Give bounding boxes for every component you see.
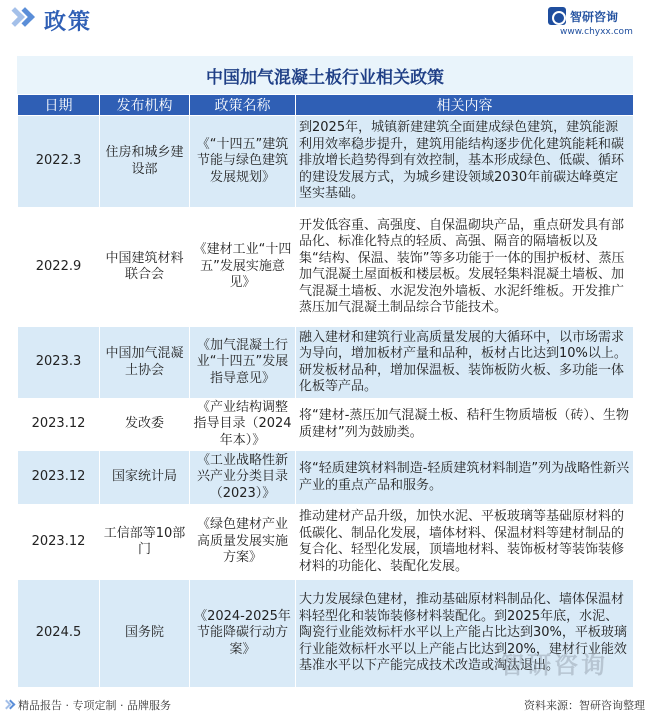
table-row	[18, 451, 634, 505]
cell-content: 将“建材-蒸压加气混凝土板、秸秆生物质墙板（砖）、生物质建材”列为鼓励类。	[296, 399, 634, 451]
cell-date: 2022.9	[18, 208, 100, 327]
cell-org: 工信部等10部门	[100, 505, 190, 580]
cell-date: 2023.12	[18, 451, 100, 505]
cell-date: 2024.5	[18, 580, 100, 688]
column-header-name: 政策名称	[190, 95, 296, 116]
cell-content: 大力发展绿色建材，推动基础原材料制品化、墙体保温材料轻型化和装饰装修材料装配化。到2025年底，水泥、陶瓷行业能效标杆水平以上产能占比达到30%，平板玻璃行业能效标杆水平以上产能占比达到20%，建材行业能效基准水平以下产能完成技术改造或淘汰退出。	[296, 580, 634, 688]
page-footer	[0, 695, 651, 715]
cell-policy-name: 《产业结构调整指导目录（2024年本）》	[190, 399, 296, 451]
cell-policy-name: 《加气混凝土行业“十四五”发展指导意见》	[190, 327, 296, 399]
brand-url: www.chyxx.com	[560, 27, 633, 37]
cell-date: 2022.3	[18, 116, 100, 208]
footer-source: 资料来源：智研咨询整理	[524, 699, 645, 712]
card-title: 中国加气混凝土板行业相关政策	[206, 67, 444, 88]
table-row	[18, 116, 634, 208]
policy-card	[17, 56, 633, 687]
cell-policy-name: 《建材工业“十四五”发展实施意见》	[190, 208, 296, 327]
brand-logo-icon	[548, 7, 566, 25]
cell-org: 中国加气混凝土协会	[100, 327, 190, 399]
column-header-content: 相关内容	[296, 95, 634, 116]
cell-content: 将“轻质建筑材料制造-轻质建筑材料制造”列为战略性新兴产业的重点产品和服务。	[296, 451, 634, 505]
cell-content: 推动建材产品升级，加快水泥、平板玻璃等基础原材料的低碳化、制品化发展，墙体材料、保温材料等建材制品的复合化、轻型化发展，顶墙地材料、装饰板材等装饰装修材料的功能化、装配化发展。	[296, 505, 634, 580]
footer-tagline: 精品报告 · 专项定制 · 品牌服务	[18, 699, 171, 712]
cell-content: 开发低容重、高强度、自保温砌块产品，重点研发具有部品化、标准化特点的轻质、高强、隔音的隔墙板以及集“结构、保温、装饰”等多功能于一体的围护板材、蒸压加气混凝土屋面板和楼层板。发展轻集料混凝土墙板、加气混凝土墙板、水泥发泡外墙板、水泥纤维板。开发推广蒸压加气混凝土制品综合节能技术。	[296, 208, 634, 327]
table-row	[18, 327, 634, 399]
cell-policy-name: 《“十四五”建筑节能与绿色建筑发展规划》	[190, 116, 296, 208]
cell-content: 融入建材和建筑行业高质量发展的大循环中，以市场需求为导向，增加板材产量和品种，板材占比达到10%以上。研发板材品种，增加保温板、装饰板防火板、多功能一体化板等产品。	[296, 327, 634, 399]
double-chevron-icon	[3, 699, 15, 711]
cell-org: 国家统计局	[100, 451, 190, 505]
cell-policy-name: 《2024-2025年节能降碳行动方案》	[190, 580, 296, 688]
page-title: 政策	[44, 10, 93, 35]
watermark-text: 智研咨询	[500, 651, 608, 679]
policy-table	[17, 94, 634, 688]
table-header-row	[18, 95, 634, 116]
cell-policy-name: 《绿色建材产业高质量发展实施方案》	[190, 505, 296, 580]
brand-logo-text: 智研咨询	[570, 9, 619, 24]
column-header-date: 日期	[18, 95, 100, 116]
cell-org: 住房和城乡建设部	[100, 116, 190, 208]
cell-org: 发改委	[100, 399, 190, 451]
cell-content: 到2025年，城镇新建建筑全面建成绿色建筑，建筑能源利用效率稳步提升，建筑用能结构逐步优化建筑能耗和碳排放增长趋势得到有效控制，基本形成绿色、低碳、循环的建设发展方式，为城乡建设领域2030年前碳达峰奠定坚实基础。	[296, 116, 634, 208]
cell-date: 2023.12	[18, 505, 100, 580]
cell-org: 国务院	[100, 580, 190, 688]
cell-policy-name: 《工业战略性新兴产业分类目录（2023）》	[190, 451, 296, 505]
cell-date: 2023.12	[18, 399, 100, 451]
table-row	[18, 208, 634, 327]
cell-date: 2023.3	[18, 327, 100, 399]
table-row	[18, 505, 634, 580]
brand-logo	[548, 7, 618, 25]
cell-org: 中国建筑材料联合会	[100, 208, 190, 327]
table-row	[18, 399, 634, 451]
page-header	[0, 0, 651, 40]
column-header-org: 发布机构	[100, 95, 190, 116]
double-chevron-icon	[8, 8, 38, 30]
